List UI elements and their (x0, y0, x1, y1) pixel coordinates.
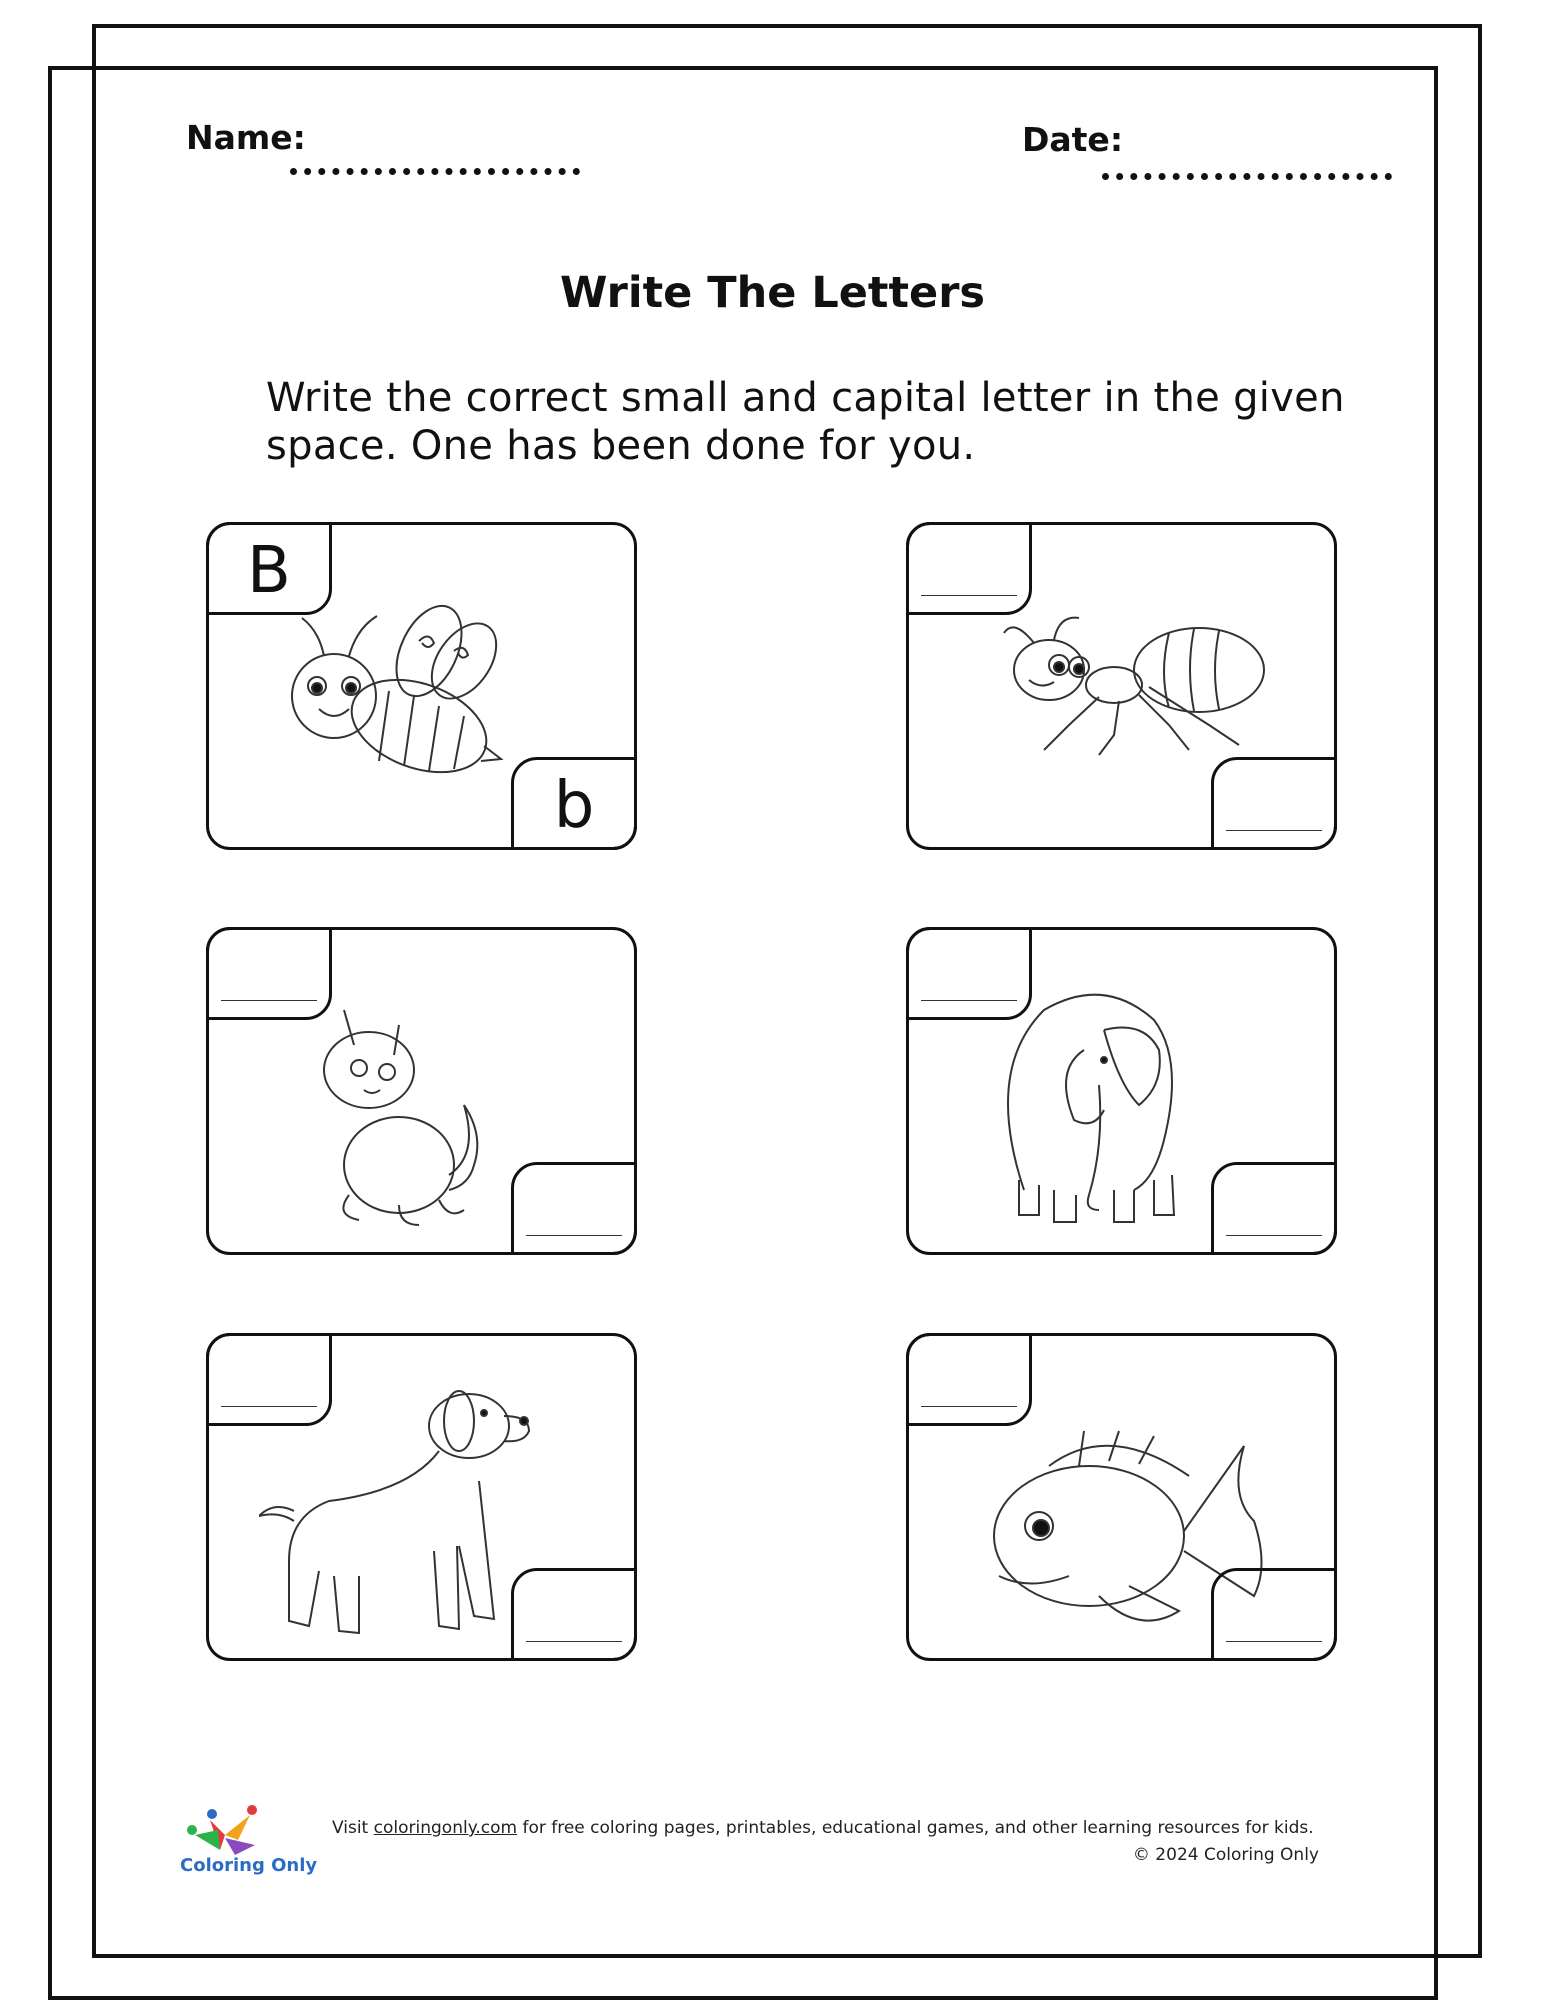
footer-link[interactable]: coloringonly.com (373, 1818, 518, 1838)
elephant-illustration (994, 990, 1214, 1230)
date-label: Date: (1022, 120, 1124, 159)
capital-letter-box[interactable] (906, 1333, 1032, 1426)
name-label: Name: (186, 118, 306, 157)
small-letter-box[interactable] (511, 757, 637, 850)
small-letter: b (553, 769, 595, 843)
copyright: © 2024 Coloring Only (1132, 1845, 1319, 1865)
capital-letter-box[interactable] (906, 522, 1032, 615)
card-elephant (906, 927, 1337, 1255)
small-letter-box[interactable] (1211, 1568, 1337, 1661)
card-fish (906, 1333, 1337, 1661)
footer-text (332, 1818, 1324, 1838)
worksheet-title: Write The Letters (559, 268, 986, 318)
card-cat (206, 927, 637, 1255)
capital-letter-blank (221, 1000, 317, 1001)
small-letter-blank (1226, 1641, 1322, 1642)
small-letter-blank (526, 1235, 622, 1236)
small-letter-blank (1226, 830, 1322, 831)
small-letter-box[interactable] (511, 1568, 637, 1661)
cat-illustration (309, 1000, 509, 1240)
date-field[interactable] (1102, 173, 1392, 180)
capital-letter-blank (921, 595, 1017, 596)
card-ant (906, 522, 1337, 850)
small-letter-box[interactable] (1211, 757, 1337, 850)
worksheet-instructions: Write the correct small and capital letter in the given space. One has been done for you. (266, 375, 1345, 469)
footer-visit: Visit (332, 1818, 369, 1838)
capital-letter-blank (921, 1406, 1017, 1407)
footer-rest: for free coloring pages, printables, educational games, and other learning resources for kids. (522, 1818, 1314, 1838)
small-letter-blank (526, 1641, 622, 1642)
small-letter-box[interactable] (511, 1162, 637, 1255)
bee-illustration (269, 601, 509, 791)
card-bee (206, 522, 637, 850)
logo-text: Coloring Only (180, 1855, 318, 1876)
name-field[interactable] (290, 168, 580, 175)
small-letter-blank (1226, 1235, 1322, 1236)
small-letter-box[interactable] (1211, 1162, 1337, 1255)
ant-illustration (999, 615, 1269, 765)
capital-letter: B (247, 534, 291, 608)
card-dog (206, 1333, 637, 1661)
